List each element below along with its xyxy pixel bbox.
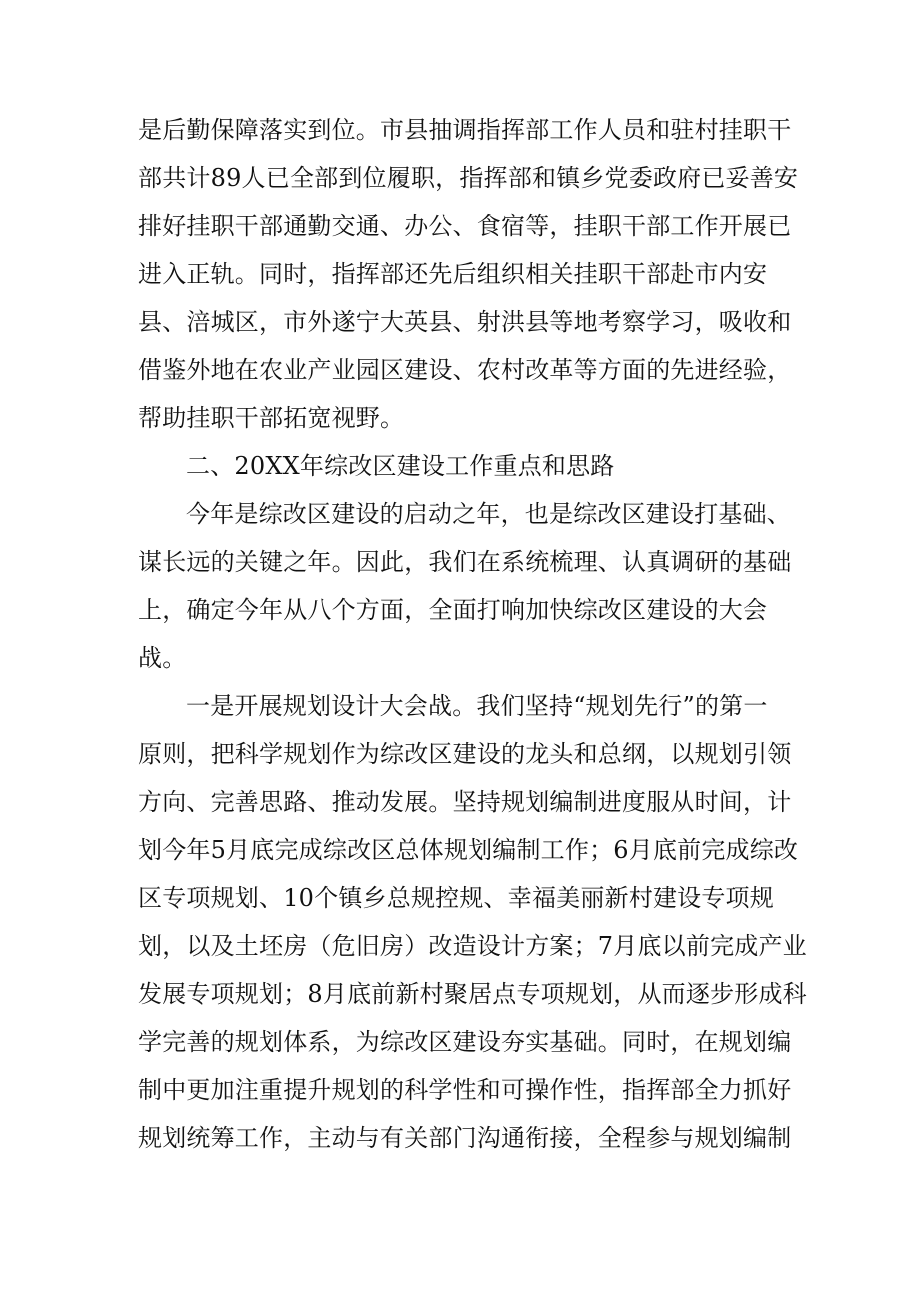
paragraph-line: 谋长远的关键之年。因此，我们在系统梳理、认真调研的基础: [138, 548, 792, 576]
paragraph-line: 发展专项规划；8月底前新村聚居点专项规划，从而逐步形成科: [138, 980, 807, 1008]
paragraph-line: 部共计89人已全部到位履职，指挥部和镇乡党委政府已妥善安: [138, 164, 799, 192]
paragraph-line: 规划统筹工作，主动与有关部门沟通衔接，全程参与规划编制: [138, 1124, 792, 1152]
paragraph-line: 一是开展规划设计大会战。我们坚持“规划先行”的第一: [186, 692, 768, 720]
paragraph-line: 今年是综改区建设的启动之年，也是综改区建设打基础、: [186, 500, 791, 528]
paragraph-line: 县、涪城区，市外遂宁大英县、射洪县等地考察学习，吸收和: [138, 308, 792, 336]
paragraph-line: 帮助挂职干部拓宽视野。: [138, 404, 405, 432]
paragraph-line: 排好挂职干部通勤交通、办公、食宿等，挂职干部工作开展已: [138, 212, 792, 240]
paragraph-line: 方向、完善思路、推动发展。坚持规划编制进度服从时间，计: [138, 788, 792, 816]
paragraph-line: 进入正轨。同时，指挥部还先后组织相关挂职干部赴市内安: [138, 260, 768, 288]
section-heading: 二、20XX年综改区建设工作重点和思路: [186, 452, 615, 480]
paragraph-line: 划，以及土坯房（危旧房）改造设计方案；7月底以前完成产业: [138, 932, 807, 960]
paragraph-line: 上，确定今年从八个方面，全面打响加快综改区建设的大会: [138, 596, 768, 624]
paragraph-line: 学完善的规划体系，为综改区建设夯实基础。同时，在规划编: [138, 1028, 792, 1056]
paragraph-line: 区专项规划、10个镇乡总规控规、幸福美丽新村建设专项规: [138, 884, 774, 912]
paragraph-line: 是后勤保障落实到位。市县抽调指挥部工作人员和驻村挂职干: [138, 116, 792, 144]
paragraph-line: 借鉴外地在农业产业园区建设、农村改革等方面的先进经验，: [138, 356, 792, 384]
paragraph-line: 划今年5月底完成综改区总体规划编制工作；6月底前完成综改: [138, 836, 799, 864]
paragraph-line: 原则，把科学规划作为综改区建设的龙头和总纲，以规划引领: [138, 740, 792, 768]
paragraph-line: 制中更加注重提升规划的科学性和可操作性，指挥部全力抓好: [138, 1076, 792, 1104]
paragraph-line: 战。: [138, 644, 187, 672]
